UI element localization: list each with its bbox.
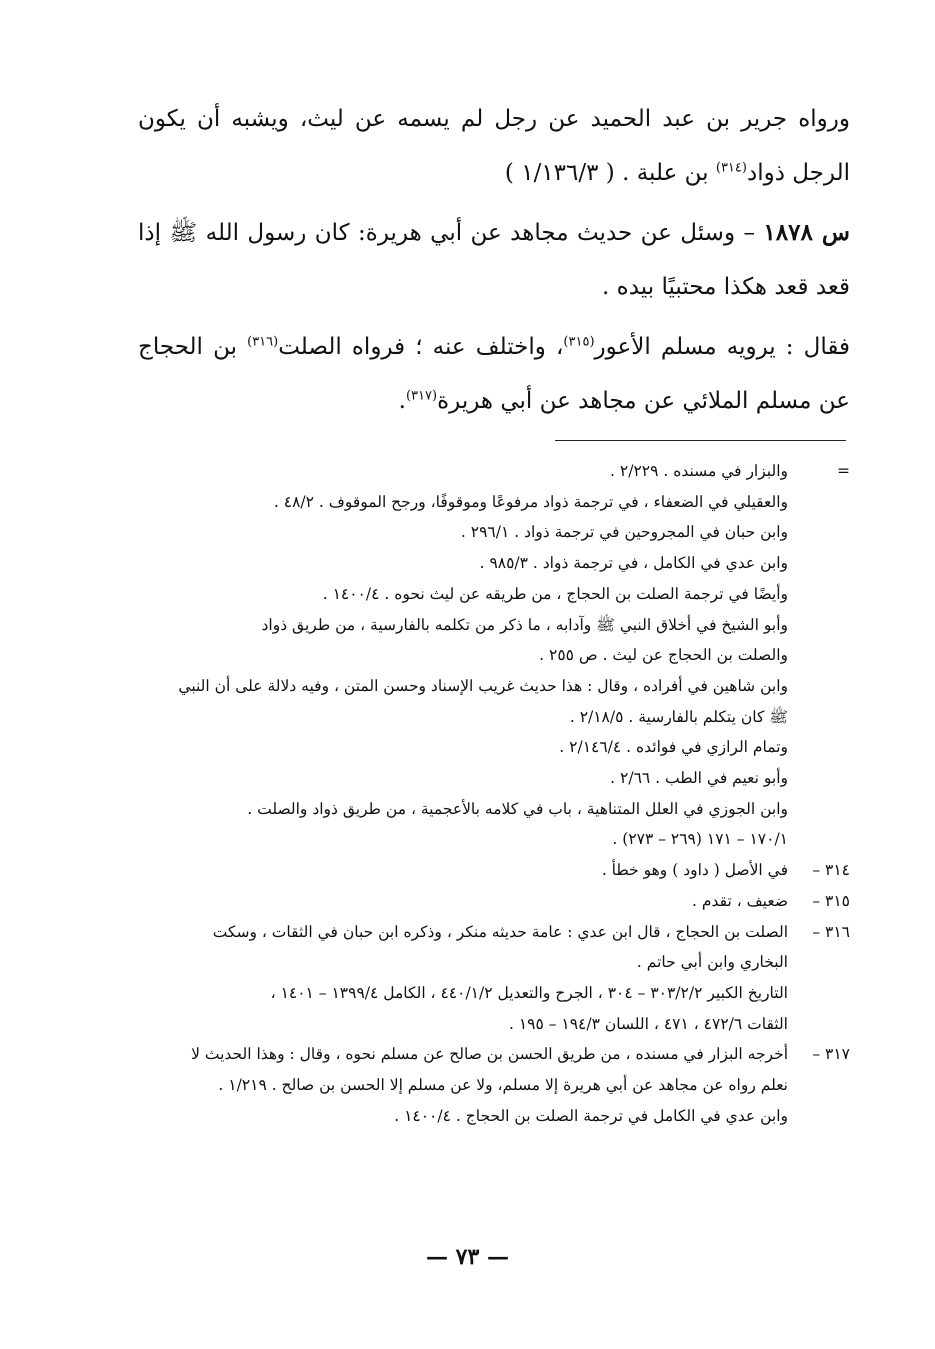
- footnote-ref-317: (٣١٧): [405, 388, 438, 404]
- footnote-line: وأبو نعيم في الطب . ٢/٦٦ .: [610, 769, 788, 788]
- footnote-line: وابن عدي في الكامل ، في ترجمة ذواد . ٩٨٥/٣ .: [479, 554, 788, 573]
- footnotes: [140, 456, 850, 1131]
- footnote-line: والصلت بن الحجاج عن ليث . ص ٢٥٥ .: [539, 646, 788, 665]
- footnote-ref-316: (٣١٦): [247, 334, 279, 350]
- footnote-line: والعقيلي في الضعفاء ، في ترجمة ذواد مرفوعًا وموقوفًا، ورجح الموقوف . ٤٨/٢ .: [273, 492, 788, 511]
- footnote-315: [140, 886, 850, 917]
- paragraph-line: بن علبة . ( ١/١٣٦/٣ ): [504, 160, 709, 186]
- footnote-ref-315: (٣١٥): [563, 334, 595, 350]
- footnote-line: التاريخ الكبير ٣٠٣/٢/٢ – ٣٠٤ ، الجرح والتعديل ٤٤٠/١/٢ ، الكامل ١٣٩٩/٤ – ١٤٠١ ،: [270, 983, 788, 1002]
- footnote-number: ٣١٥ –: [812, 891, 850, 910]
- question-number: س ١٨٧٨: [763, 219, 850, 246]
- footnote-line: ﷺ كان يتكلم بالفارسية . ٢/١٨/٥ .: [569, 707, 788, 726]
- footnote-317: [140, 1039, 850, 1131]
- paragraph-line: يكون الرجل ذواد: [138, 106, 850, 186]
- footnote-ref-314: (٣١٤): [715, 160, 747, 176]
- answer-text: فقال : يرويه مسلم الأعور: [594, 334, 850, 360]
- footnote-line: وأبو الشيخ في أخلاق النبي ﷺ وآدابه ، ما ذكر من تكلمه بالفارسية ، من طريق ذواد: [261, 615, 788, 634]
- footnote-continuation: [140, 456, 850, 855]
- footnote-line: ١٧٠/١ – ١٧١ (٢٦٩ – ٢٧٣) .: [612, 830, 788, 849]
- footnote-line: في الأصل ( داود ) وهو خطأ .: [601, 861, 788, 880]
- footnote-314: [140, 855, 850, 886]
- footnote-line: الصلت بن الحجاج ، قال ابن عدي : عامة حديثه منكر ، وذكره ابن حبان في الثقات ، وسكت: [212, 922, 788, 941]
- footnote-line: البخاري وابن أبي حاتم .: [636, 953, 788, 972]
- footnote-line: وأيضًا في ترجمة الصلت بن الحجاج ، من طريقه عن ليث نحوه . ١٤٠٠/٤ .: [322, 584, 788, 603]
- footnote-line: والبزار في مسنده . ٢/٢٢٩ .: [610, 462, 788, 480]
- continuation-marker: =: [837, 462, 850, 480]
- footnote-line: وتمام الرازي في فوائده . ٢/١٤٦/٤ .: [559, 738, 788, 757]
- footnote-line: وابن حبان في المجروحين في ترجمة ذواد . ٢٩٦/١ .: [460, 523, 788, 542]
- paragraph-line: ورواه جرير بن عبد الحميد عن رجل لم يسمه عن ليث، ويشبه أن: [197, 106, 850, 132]
- paragraph-answer: [138, 320, 850, 428]
- footnote-316: [140, 917, 850, 1040]
- paragraph-narration: [138, 92, 850, 200]
- answer-text: .: [398, 388, 406, 414]
- footnote-separator: [555, 440, 846, 441]
- footnote-line: الثقات ٤٧٢/٦ ، ٤٧١ ، اللسان ١٩٤/٣ – ١٩٥ .: [508, 1014, 788, 1033]
- footnote-line: أخرجه البزار في مسنده ، من طريق الحسن بن صالح عن مسلم نحوه ، وقال : وهذا الحديث لا: [191, 1045, 788, 1064]
- answer-text: بن الحجاج عن مسلم الملائي عن مجاهد عن أبي هريرة: [138, 334, 850, 414]
- paragraph-question: [138, 206, 850, 314]
- page-number: — ٧٣ —: [426, 1244, 509, 1270]
- footnote-line: نعلم رواه عن مجاهد عن أبي هريرة إلا مسلم، ولا عن مسلم إلا الحسن بن صالح . ١/٢١٩ .: [218, 1076, 788, 1095]
- footnote-line: وابن الجوزي في العلل المتناهية ، باب في كلامه بالأعجمية ، من طريق ذواد والصلت .: [247, 799, 788, 818]
- main-text: [138, 92, 850, 428]
- question-text: – وسئل عن حديث مجاهد عن أبي هريرة: كان رسول الله ﷺ إذا قعد قعد هكذا محتبيًا بيده .: [138, 220, 850, 300]
- footnote-line: وابن عدي في الكامل في ترجمة الصلت بن الحجاج . ١٤٠٠/٤ .: [394, 1106, 788, 1125]
- footnote-number: ٣١٧ –: [812, 1045, 850, 1064]
- footnote-line: وابن شاهين في أفراده ، وقال : هذا حديث غريب الإسناد وحسن المتن ، وفيه دلالة على أن النبي: [178, 676, 788, 695]
- answer-text: ، واختلف عنه ؛ فرواه الصلت: [278, 334, 564, 360]
- footnote-line: ضعيف ، تقدم .: [692, 891, 788, 910]
- footnote-number: ٣١٦ –: [812, 922, 850, 941]
- footnote-number: ٣١٤ –: [812, 861, 850, 880]
